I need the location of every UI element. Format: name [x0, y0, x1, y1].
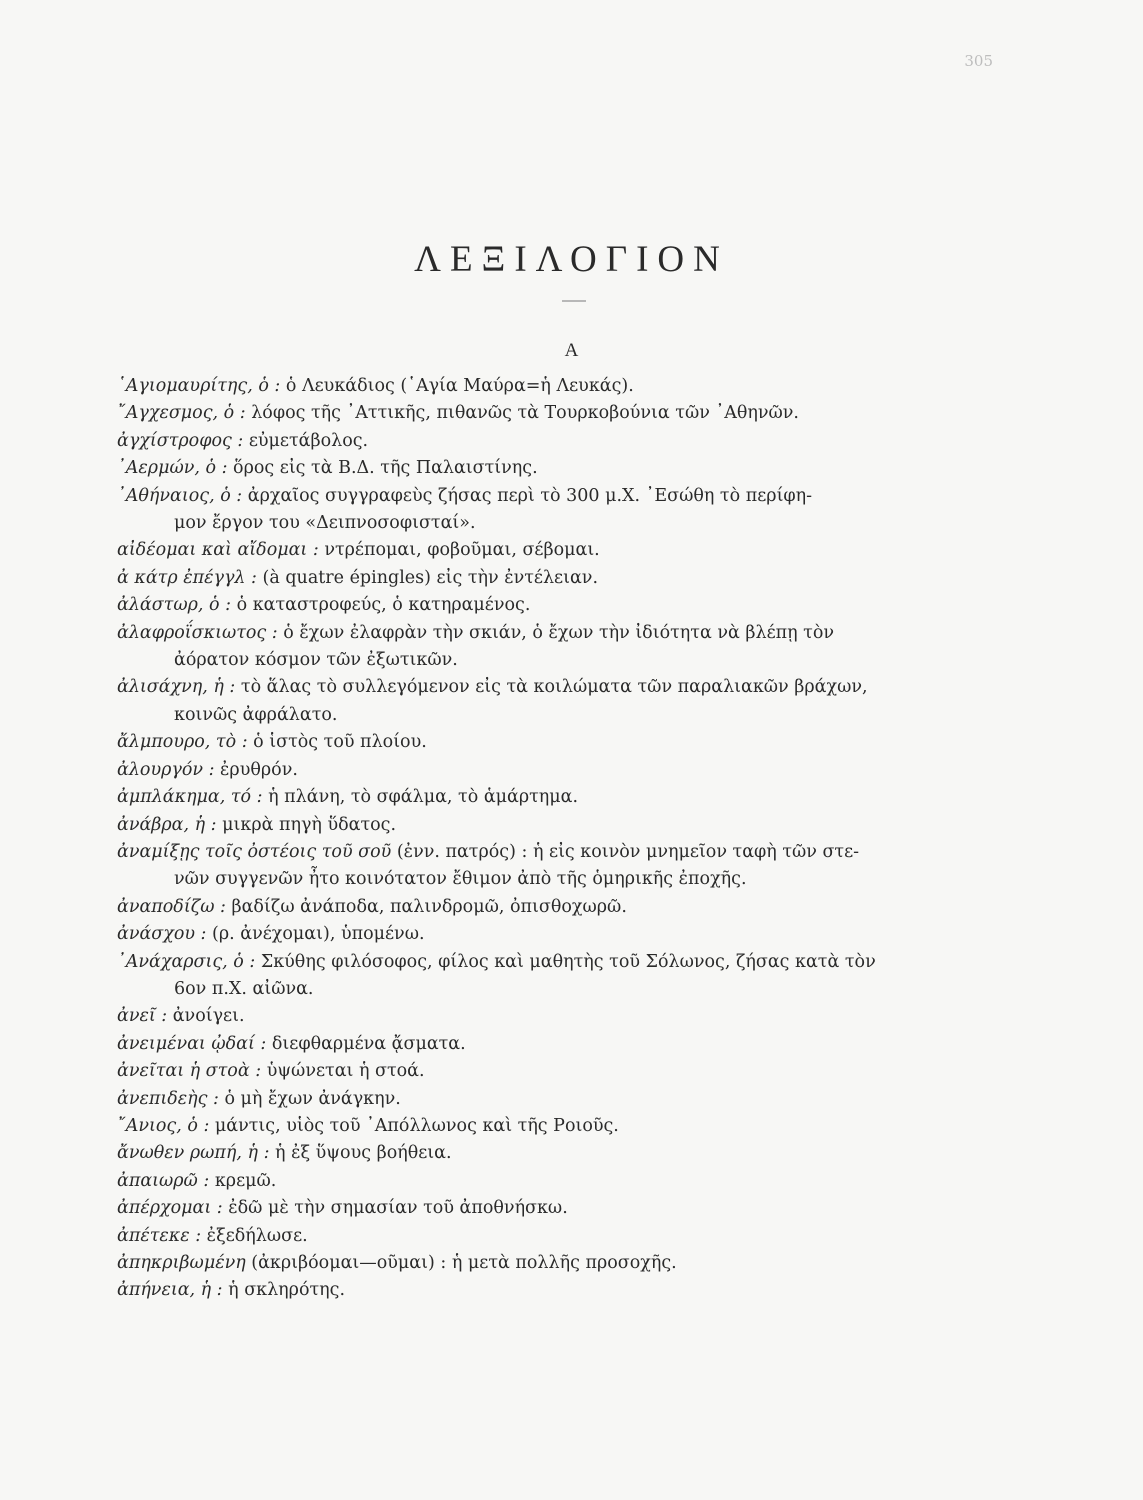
glossary-entry	[117, 620, 985, 675]
entry-definition: μάντις, υἱὸς τοῦ ᾿Απόλλωνος καὶ τῆς Ροιοῦς.	[209, 1115, 619, 1136]
entry-headword: ἀπηκριβωμένη	[117, 1253, 246, 1273]
entry-headword: ἀ κάτρ ἐπέγγλ :	[117, 567, 257, 588]
glossary-entry	[117, 757, 985, 784]
entry-definition: ἐρυθρόν.	[214, 759, 298, 780]
entry-headword: αἰδέομαι καὶ αἴδομαι :	[117, 540, 319, 561]
glossary-entry	[117, 674, 985, 729]
entry-headword: ἀνάβρα, ἡ :	[117, 814, 217, 835]
entry-continuation: κοινῶς ἀφράλατο.	[174, 704, 338, 725]
entry-headword: ᾿Αερμών, ὁ :	[117, 458, 228, 479]
entry-headword: ἀλισάχνη, ἡ :	[117, 677, 236, 698]
glossary-entry	[117, 428, 985, 455]
entry-definition: (ἐνν. πατρός) : ἡ εἰς κοινὸν μνημεῖον ταφὴ τῶν στε-	[391, 841, 860, 862]
glossary-entry	[117, 1223, 985, 1250]
entry-continuation: 6ον π.Χ. αἰῶνα.	[174, 978, 314, 999]
glossary-entry	[117, 1168, 985, 1195]
glossary-entry	[117, 1086, 985, 1113]
entry-definition: τὸ ἅλας τὸ συλλεγόμενον εἰς τὰ κοιλώματα τῶν παραλιακῶν βράχων,	[235, 677, 868, 698]
glossary-entry	[117, 1250, 985, 1277]
glossary-entry	[117, 1058, 985, 1085]
glossary-list	[117, 373, 985, 1305]
glossary-entry	[117, 729, 985, 756]
entry-headword: ἀνεῖ :	[117, 1006, 168, 1027]
page-title: ΛΕΞΙΛΟΓΙΟΝ	[414, 239, 729, 280]
entry-definition: (ἀκριβόομαι—οῦμαι) : ἡ μετὰ πολλῆς προσοχῆς.	[245, 1253, 677, 1273]
entry-continuation: ἀόρατον κόσμον τῶν ἐξωτικῶν.	[174, 650, 458, 671]
entry-headword: ἄνωθεν ρωπή, ἡ :	[117, 1143, 270, 1164]
entry-headword: ἀπαιωρῶ :	[117, 1170, 210, 1191]
entry-headword: ἀπέτεκε :	[117, 1225, 202, 1246]
entry-headword: ἀνειμέναι ᾠδαί :	[117, 1033, 267, 1054]
glossary-entry	[117, 1195, 985, 1222]
glossary-entry	[117, 1031, 985, 1058]
entry-definition: ὁ Λευκάδιος (῾Αγία Μαύρα=ἡ Λευκάς).	[280, 376, 634, 396]
entry-headword: ἀνεπιδεὴς :	[117, 1088, 219, 1109]
entry-definition: ἐξεδήλωσε.	[201, 1225, 308, 1246]
glossary-entry	[117, 483, 985, 538]
glossary-entry	[117, 1140, 985, 1167]
entry-definition: (ρ. ἀνέχομαι), ὑπομένω.	[206, 924, 425, 945]
entry-headword: ἀλάστωρ, ὁ :	[117, 595, 232, 616]
entry-headword: ἀπήνεια, ἡ :	[117, 1280, 223, 1301]
entry-definition: Σκύθης φιλόσοφος, φίλος καὶ μαθητὴς τοῦ Σόλωνος, ζήσας κατὰ τὸν	[255, 951, 876, 972]
entry-definition: ἡ σκληρότης.	[222, 1280, 346, 1301]
entry-definition: (à quatre épingles) εἰς τὴν ἐντέλειαν.	[256, 567, 599, 588]
entry-definition: κρεμῶ.	[209, 1170, 277, 1191]
glossary-entry	[117, 455, 985, 482]
glossary-entry	[117, 537, 985, 564]
glossary-entry	[117, 400, 985, 427]
entry-headword: ἀλουργόν :	[117, 759, 215, 780]
entry-headword: ἀπέρχομαι :	[117, 1198, 223, 1219]
glossary-entry	[117, 839, 985, 894]
entry-definition: ἡ ἐξ ὕψους βοήθεια.	[269, 1143, 452, 1164]
entry-definition: ὑψώνεται ἡ στοά.	[261, 1061, 425, 1082]
entry-definition: ἀρχαῖος συγγραφεὺς ζήσας περὶ τὸ 300 μ.Χ. ᾿Εσώθη τὸ περίφη-	[242, 485, 813, 506]
entry-headword: ᾿Αθήναιος, ὁ :	[117, 485, 243, 506]
page-number: 305	[964, 52, 993, 70]
entry-definition: ἀνοίγει.	[167, 1006, 245, 1027]
entry-definition: ἡ πλάνη, τὸ σφάλμα, τὸ ἁμάρτημα.	[262, 787, 579, 808]
glossary-entry	[117, 921, 985, 948]
glossary-entry	[117, 1113, 985, 1140]
entry-definition: ὁ ἔχων ἐλαφρὰν τὴν σκιάν, ὁ ἔχων τὴν ἰδιότητα νὰ βλέπῃ τὸν	[277, 622, 835, 643]
entry-definition: ὅρος εἰς τὰ Β.Δ. τῆς Παλαιστίνης.	[227, 458, 538, 479]
glossary-entry	[117, 565, 985, 592]
entry-definition: μικρὰ πηγὴ ὕδατος.	[216, 814, 397, 835]
entry-definition: λόφος τῆς ᾿Αττικῆς, πιθανῶς τὰ Τουρκοβούνια τῶν ᾿Αθηνῶν.	[245, 403, 799, 424]
entry-continuation: μον ἔργον του «Δειπνοσοφισταί».	[174, 513, 476, 534]
entry-headword: ἀγχίστροφος :	[117, 430, 244, 451]
glossary-entry	[117, 373, 985, 400]
entry-definition: ἐδῶ μὲ τὴν σημασίαν τοῦ ἀποθνήσκω.	[222, 1198, 568, 1219]
entry-headword: ἀνεῖται ἡ στοὰ :	[117, 1061, 262, 1082]
entry-headword: ἀμπλάκημα, τό :	[117, 787, 263, 808]
entry-definition: εὐμετάβολος.	[243, 430, 369, 451]
entry-definition: ὁ μὴ ἔχων ἀνάγκην.	[218, 1088, 401, 1109]
entry-headword: ἀναμίξῃς τοῖς ὀστέοις τοῦ σοῦ	[117, 841, 392, 862]
entry-headword: ᾿Ανάχαρσις, ὁ :	[117, 951, 256, 972]
entry-headword: ἀνάσχου :	[117, 924, 207, 945]
glossary-entry	[117, 592, 985, 619]
entry-definition: ὁ καταστροφεύς, ὁ κατηραμένος.	[231, 595, 531, 616]
entry-headword: ἄλμπουρο, τὸ :	[117, 732, 248, 753]
glossary-entry	[117, 1003, 985, 1030]
entry-continuation: νῶν συγγενῶν ἦτο κοινότατον ἔθιμον ἀπὸ τῆς ὁμηρικῆς ἐποχῆς.	[174, 869, 747, 890]
entry-definition: διεφθαρμένα ᾄσματα.	[266, 1033, 466, 1054]
entry-definition: βαδίζω ἀνάποδα, παλινδρομῶ, ὀπισθοχωρῶ.	[225, 896, 627, 917]
entry-headword: ῎Αγχεσμος, ὁ :	[117, 403, 246, 424]
entry-headword: ἀλαφροΐσκιωτος :	[117, 622, 278, 643]
glossary-entry	[117, 1277, 985, 1304]
title-divider	[562, 300, 586, 302]
glossary-entry	[117, 894, 985, 921]
entry-headword: ἀναποδίζω :	[117, 896, 226, 917]
glossary-entry	[117, 949, 985, 1004]
entry-headword: ῎Ανιος, ὁ :	[117, 1115, 210, 1136]
glossary-entry	[117, 812, 985, 839]
entry-headword: ῾Αγιομαυρίτης, ὁ :	[117, 376, 281, 396]
entry-definition: ντρέπομαι, φοβοῦμαι, σέβομαι.	[318, 540, 600, 561]
entry-definition: ὁ ἱστὸς τοῦ πλοίου.	[247, 732, 427, 753]
section-letter: Α	[564, 340, 579, 361]
glossary-entry	[117, 784, 985, 811]
